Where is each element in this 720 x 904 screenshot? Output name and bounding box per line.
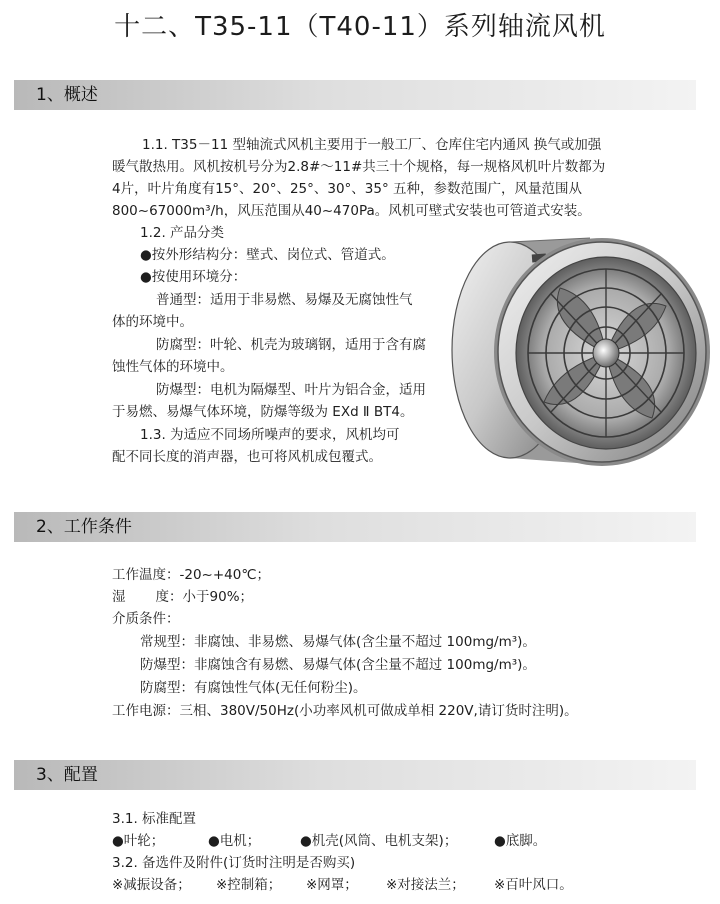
anticorrosion-type-line2: 蚀性气体的环境中。 — [112, 359, 234, 375]
opt-item-damper: ※减振设备； — [112, 877, 191, 893]
section-heading-overview: 1、概述 — [14, 80, 696, 110]
std-item-casing: ●机壳(风筒、电机支架)； — [300, 833, 458, 849]
std-item-impeller: ●叶轮； — [112, 833, 165, 849]
axial-fan-photo — [440, 232, 716, 472]
subsection-3-2: 3.2. 备选件及附件(订货时注明是否购买) — [112, 855, 356, 871]
humidity: 湿 度：小于90%； — [112, 589, 254, 605]
std-item-base: ●底脚。 — [494, 833, 547, 849]
opt-item-control-box: ※控制箱； — [216, 877, 282, 893]
opt-item-flange: ※对接法兰； — [386, 877, 465, 893]
normal-type-line2: 体的环境中。 — [112, 314, 193, 330]
bullet-structure: ●按外形结构分：壁式、岗位式、管道式。 — [140, 247, 395, 263]
subsection-3-1: 3.1. 标准配置 — [112, 811, 197, 827]
explosion-proof-line1: 防爆型：电机为隔爆型、叶片为铝合金，适用 — [156, 382, 426, 398]
opt-item-louver: ※百叶风口。 — [494, 877, 573, 893]
anticorrosion-medium: 防腐型：有腐蚀性气体(无任何粉尘)。 — [140, 680, 367, 696]
standard-type-medium: 常规型：非腐蚀、非易燃、易爆气体(含尘量不超过 100mg/m³)。 — [140, 634, 536, 650]
power-supply: 工作电源：三相、380V/50Hz(小功率风机可做成单相 220V,请订货时注明)。 — [112, 703, 578, 719]
working-temperature: 工作温度：-20~+40℃； — [112, 567, 271, 583]
subsection-1-3-line2: 配不同长度的消声器，也可将风机成包覆式。 — [112, 449, 382, 465]
intro-paragraph: 1.1. T35－11 型轴流式风机主要用于一般工厂、仓库住宅内通风 换气或加强暖气散热用。风机按机号分为2.8#～11#共三十个规格，每一规格风机叶片数都为4片，叶片角度有15°、20°、25°、30°、35° 五种，参数范围广，风量范围从800~67000m³/h，风压范围从40~470Pa。风机可壁式安装也可管道式安装。 — [112, 137, 606, 219]
explosion-proof-line2: 于易燃、易爆气体环境，防爆等级为 EXd Ⅱ BT4。 — [112, 404, 414, 420]
anticorrosion-type-line1: 防腐型：叶轮、机壳为玻璃钢，适用于含有腐 — [156, 337, 426, 353]
section-heading-configuration: 3、配置 — [14, 760, 696, 790]
opt-item-guard: ※网罩； — [306, 877, 358, 893]
subsection-1-3-line1: 1.3. 为适应不同场所噪声的要求，风机均可 — [140, 427, 400, 443]
bullet-environment: ●按使用环境分： — [140, 269, 247, 285]
std-item-motor: ●电机； — [208, 833, 261, 849]
page-title: 十二、T35-11（T40-11）系列轴流风机 — [114, 12, 606, 42]
explosion-proof-medium: 防爆型：非腐蚀含有易燃、易爆气体(含尘量不超过 100mg/m³)。 — [140, 657, 536, 673]
medium-conditions: 介质条件： — [112, 611, 180, 627]
section-heading-conditions: 2、工作条件 — [14, 512, 696, 542]
subsection-1-2: 1.2. 产品分类 — [140, 225, 225, 241]
normal-type-line1: 普通型：适用于非易燃、易爆及无腐蚀性气 — [156, 292, 413, 308]
